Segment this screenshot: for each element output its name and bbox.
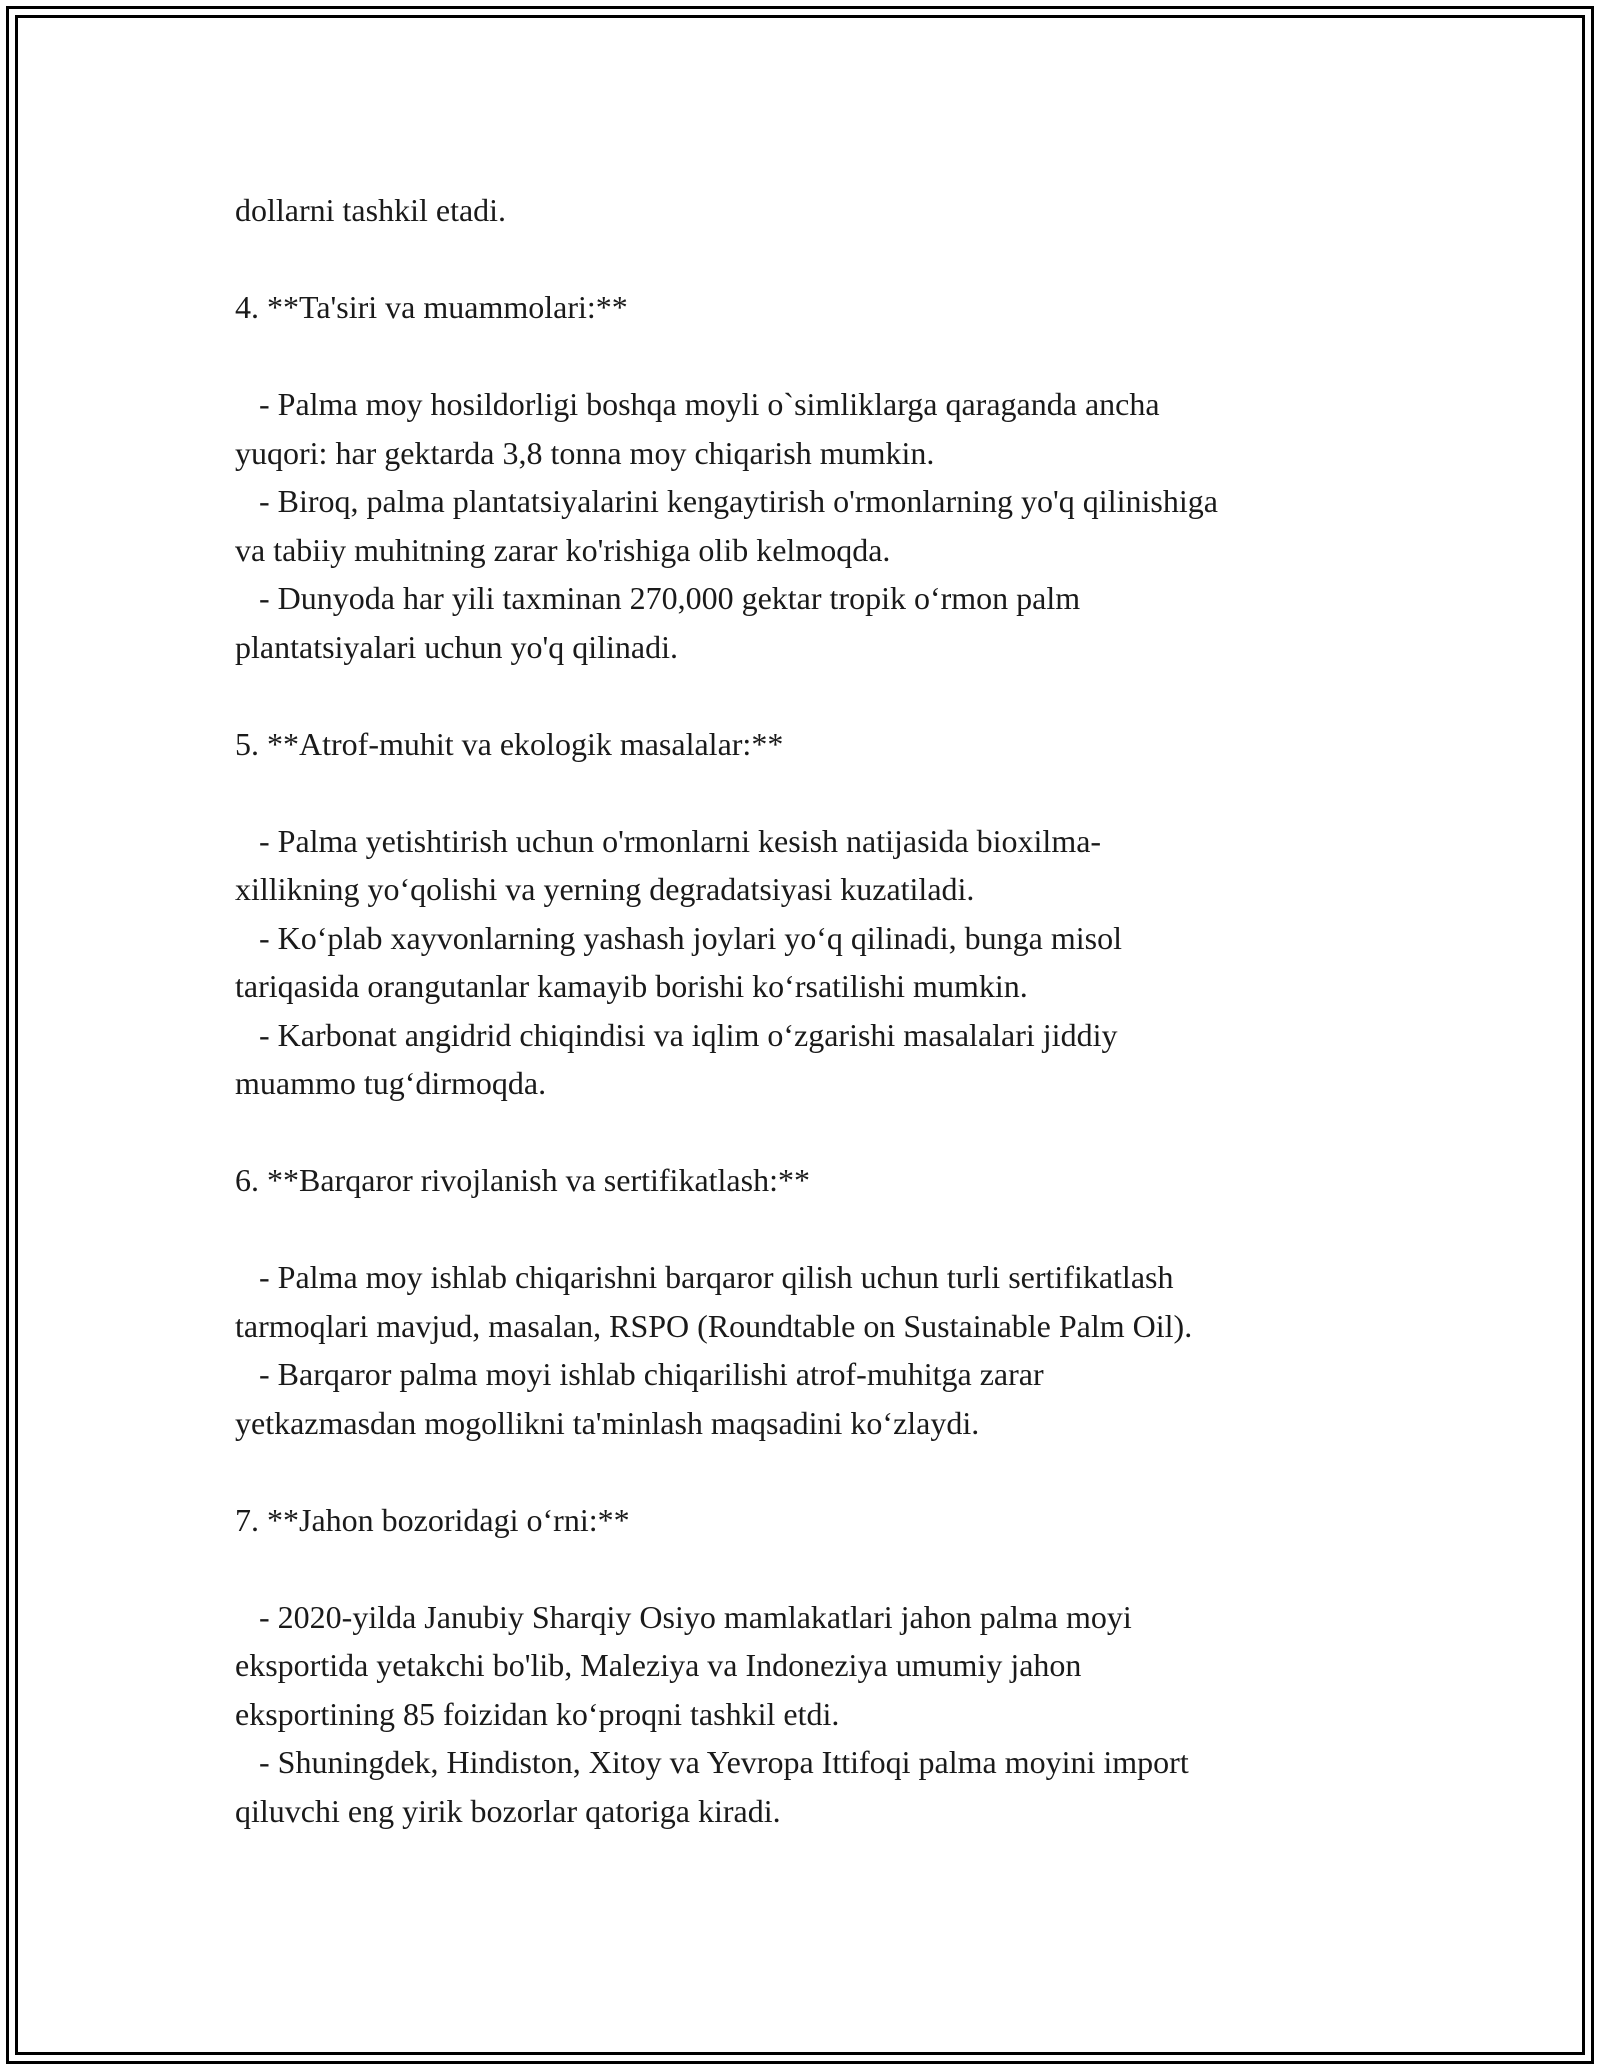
text-line: - 2020-yilda Janubiy Sharqiy Osiyo mamlakatlari jahon palma moyi <box>235 1598 1132 1635</box>
section-heading-7: 7. **Jahon bozoridagi o‘rni:** <box>235 1501 630 1538</box>
text-line: yuqori: har gektarda 3,8 tonna moy chiqarish mumkin. <box>235 434 935 471</box>
section-heading-4: 4. **Ta'siri va muammolari:** <box>235 289 628 325</box>
text-line: va tabiiy muhitning zarar ko'rishiga olib kelmoqda. <box>235 531 891 568</box>
blank-line <box>235 1205 1375 1254</box>
text-line: - Dunyoda har yili taxminan 270,000 gektar tropik o‘rmon palm <box>235 580 1081 616</box>
text-line: yetkazmasdan mogollikni ta'minlash maqsadini ko‘zlaydi. <box>235 1404 980 1441</box>
blank-line <box>235 1108 1375 1157</box>
text-line: eksportida yetakchi bo'lib, Maleziya va Indoneziya umumiy jahon <box>235 1647 1082 1683</box>
text-line: - Palma yetishtirish uchun o'rmonlarni kesish natijasida bioxilma- <box>235 822 1102 859</box>
blank-line <box>235 1447 1375 1496</box>
text-line: - Palma moy ishlab chiqarishni barqaror qilish uchun turli sertifikatlash <box>235 1259 1174 1295</box>
text-line: plantatsiyalari uchun yo'q qilinadi. <box>235 628 678 665</box>
text-line: tarmoqlari mavjud, masalan, RSPO (Roundtable on Sustainable Palm Oil). <box>235 1307 1193 1344</box>
text-line: - Palma moy hosildorligi boshqa moyli o`simliklarga qaraganda ancha <box>235 386 1160 422</box>
section-heading-5: 5. **Atrof-muhit va ekologik masalalar:** <box>235 725 784 762</box>
blank-line <box>235 671 1375 720</box>
document-body <box>235 186 1375 1835</box>
blank-line <box>235 235 1375 284</box>
text-line: dollarni tashkil etadi. <box>235 192 507 228</box>
text-line: eksportining 85 foizidan ko‘proqni tashkil etdi. <box>235 1695 840 1732</box>
text-line: - Biroq, palma plantatsiyalarini kengaytirish o'rmonlarning yo'q qilinishiga <box>235 483 1218 519</box>
text-line: muammo tug‘dirmoqda. <box>235 1065 547 1101</box>
blank-line <box>235 1544 1375 1593</box>
text-line: - Shuningdek, Hindiston, Xitoy va Yevropa Ittifoqi palma moyini import <box>235 1744 1189 1780</box>
text-line: - Barqaror palma moyi ishlab chiqarilishi atrof-muhitga zarar <box>235 1356 1044 1392</box>
text-line: xillikning yo‘qolishi va yerning degradatsiyasi kuzatiladi. <box>235 871 975 907</box>
text-line: qiluvchi eng yirik bozorlar qatoriga kiradi. <box>235 1792 781 1829</box>
section-heading-6: 6. **Barqaror rivojlanish va sertifikatlash:** <box>235 1162 810 1198</box>
text-line: tariqasida orangutanlar kamayib borishi ko‘rsatilishi mumkin. <box>235 968 1028 1004</box>
text-line: - Karbonat angidrid chiqindisi va iqlim o‘zgarishi masalalari jiddiy <box>235 1016 1118 1053</box>
text-line: - Ko‘plab xayvonlarning yashash joylari yo‘q qilinadi, bunga misol <box>235 919 1122 956</box>
blank-line <box>235 768 1375 817</box>
blank-line <box>235 332 1375 381</box>
